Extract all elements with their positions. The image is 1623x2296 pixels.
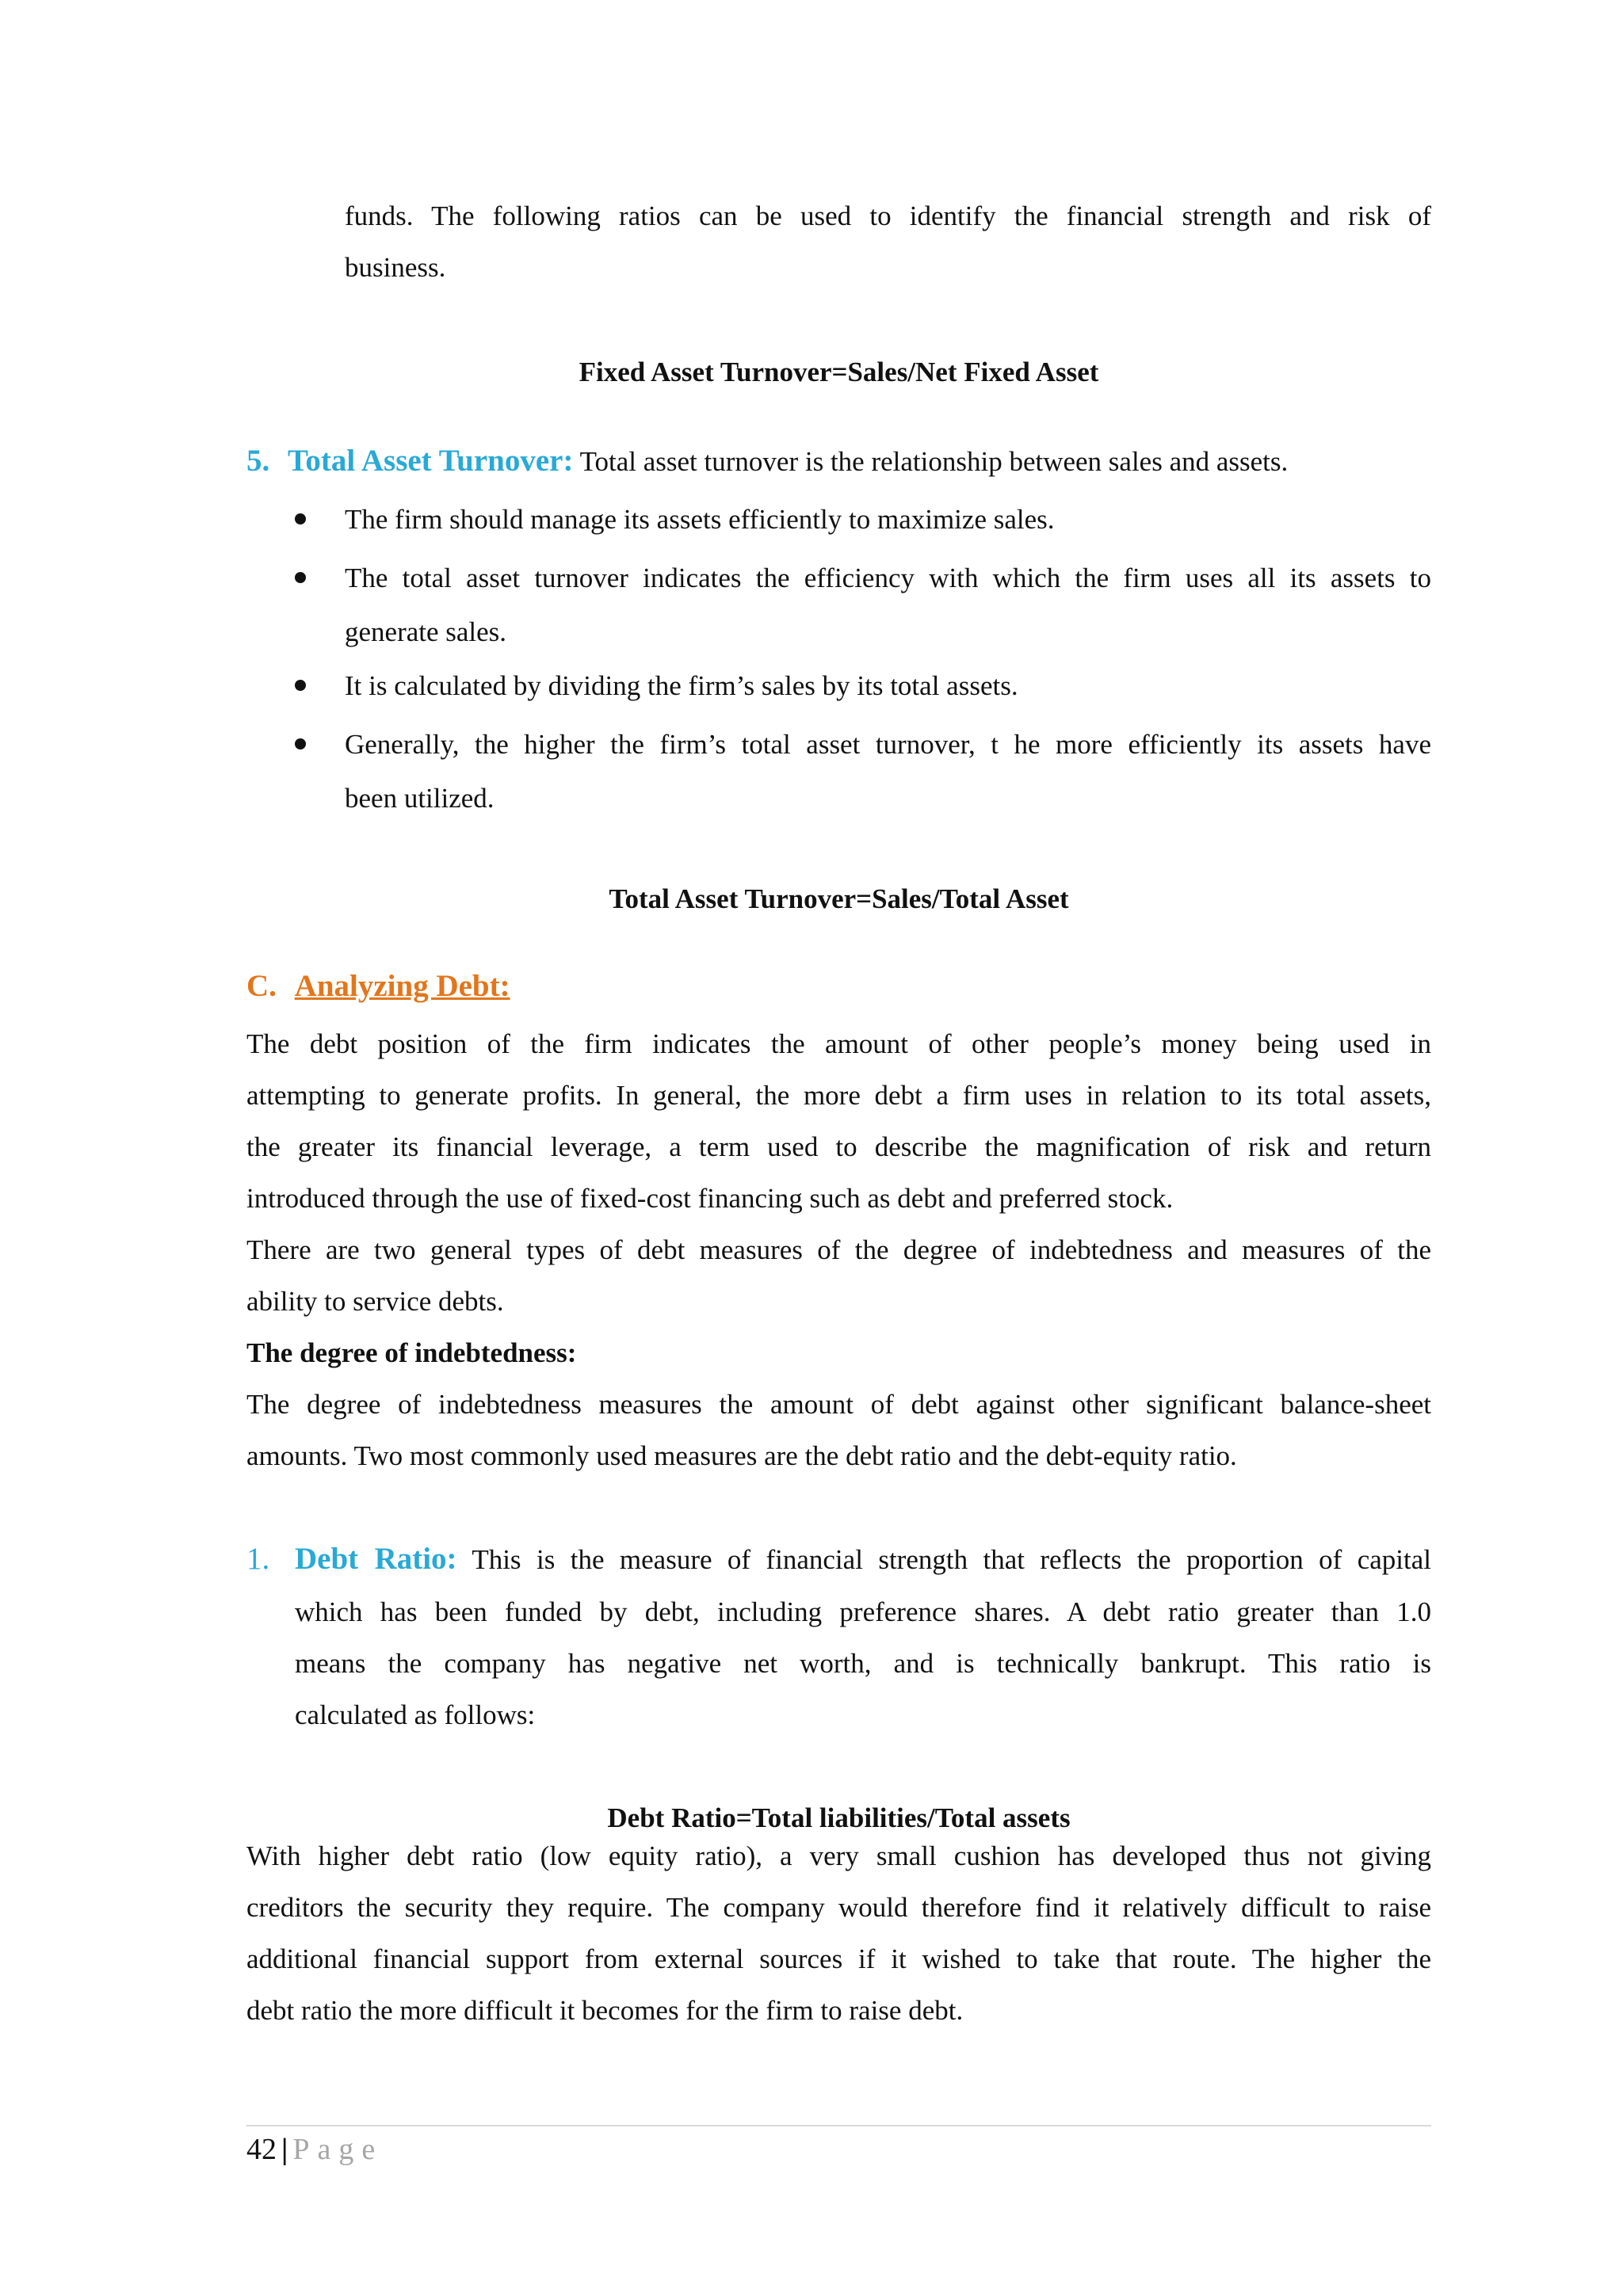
section-5-title: Total Asset Turnover:: [288, 444, 574, 478]
section-5-number: 5.: [246, 444, 270, 478]
formula-total-asset-turnover: Total Asset Turnover=Sales/Total Asset: [609, 883, 1069, 914]
bullet-icon: [295, 680, 306, 691]
footer-divider: [246, 2125, 1431, 2126]
closing-line-1: With higher debt ratio (low equity ratio), a very small cushion has developed thus not giving: [246, 1840, 1431, 1871]
page-number: 42: [246, 2133, 277, 2166]
closing-line-2: creditors the security they require. The company would therefore find it relatively difficult to raise: [246, 1892, 1431, 1923]
debt-ratio-text: This is the measure of financial strength that reflects the proportion of capital: [456, 1544, 1431, 1575]
para1-line-4: introduced through the use of fixed-cost financing such as debt and preferred stock.: [246, 1183, 1174, 1214]
para1-line-3: the greater its financial leverage, a term used to describe the magnification of risk and return: [246, 1131, 1431, 1162]
debt-ratio-line-1: [295, 1533, 1431, 1585]
bullet-2-line-1: The total asset turnover indicates the efficiency with which the firm uses all its assets to: [345, 563, 1431, 593]
section-c-title: Analyzing Debt:: [294, 969, 510, 1003]
closing-line-3: additional financial support from external sources if it wished to take that route. The higher the: [246, 1943, 1431, 1974]
section-c-letter: C.: [246, 969, 277, 1003]
bullet-icon: [295, 572, 306, 583]
formula-fixed-asset-turnover: Fixed Asset Turnover=Sales/Net Fixed Asset: [579, 357, 1099, 387]
intro-line-1: funds. The following ratios can be used to identify the financial strength and risk of: [345, 200, 1431, 231]
page-label: Page: [292, 2133, 384, 2166]
para1-line-1: The debt position of the firm indicates the amount of other people’s money being used in: [246, 1028, 1431, 1059]
bullet-4-line-1: Generally, the higher the firm’s total asset turnover, t he more efficiently its assets have: [345, 729, 1431, 760]
bullet-4-line-2: been utilized.: [345, 783, 495, 814]
bullet-2-line-2: generate sales.: [345, 616, 507, 647]
para2-line-1: There are two general types of debt measures of the degree of indebtedness and measures of the: [246, 1234, 1431, 1265]
section-c-heading: [246, 963, 1431, 1011]
para3-line-2: amounts. Two most commonly used measures are the debt ratio and the debt-equity ratio.: [246, 1440, 1237, 1471]
bullet-1-line-1: The firm should manage its assets efficiently to maximize sales.: [345, 504, 1055, 535]
section-5-text: Total asset turnover is the relationship between sales and assets.: [573, 446, 1289, 477]
debt-ratio-line-4: calculated as follows:: [295, 1699, 536, 1730]
para3-line-1: The degree of indebtedness measures the amount of debt against other significant balance-sheet: [246, 1389, 1431, 1420]
para1-line-2: attempting to generate profits. In general, the more debt a firm uses in relation to its total assets,: [246, 1080, 1431, 1111]
bullet-icon: [295, 738, 306, 749]
intro-line-2: business.: [345, 252, 446, 283]
debt-ratio-line-3: means the company has negative net worth, and is technically bankrupt. This ratio is: [295, 1648, 1431, 1679]
formula-debt-ratio: Debt Ratio=Total liabilities/Total assets: [607, 1802, 1071, 1833]
para2-line-2: ability to service debts.: [246, 1286, 504, 1317]
closing-line-4: debt ratio the more difficult it becomes for the firm to raise debt.: [246, 1995, 964, 2026]
footer-separator: |: [281, 2133, 288, 2166]
section-5-heading: [246, 437, 1431, 486]
bullet-3-line-1: It is calculated by dividing the firm’s sales by its total assets.: [345, 670, 1018, 701]
page-footer: [246, 2126, 383, 2173]
debt-ratio-line-2: which has been funded by debt, including preference shares. A debt ratio greater than 1.0: [295, 1596, 1431, 1627]
debt-ratio-number: 1.: [246, 1542, 270, 1576]
bullet-icon: [295, 513, 306, 524]
subheading-degree-of-indebtedness: The degree of indebtedness:: [246, 1337, 577, 1368]
debt-ratio-title: Debt Ratio:: [295, 1542, 457, 1576]
